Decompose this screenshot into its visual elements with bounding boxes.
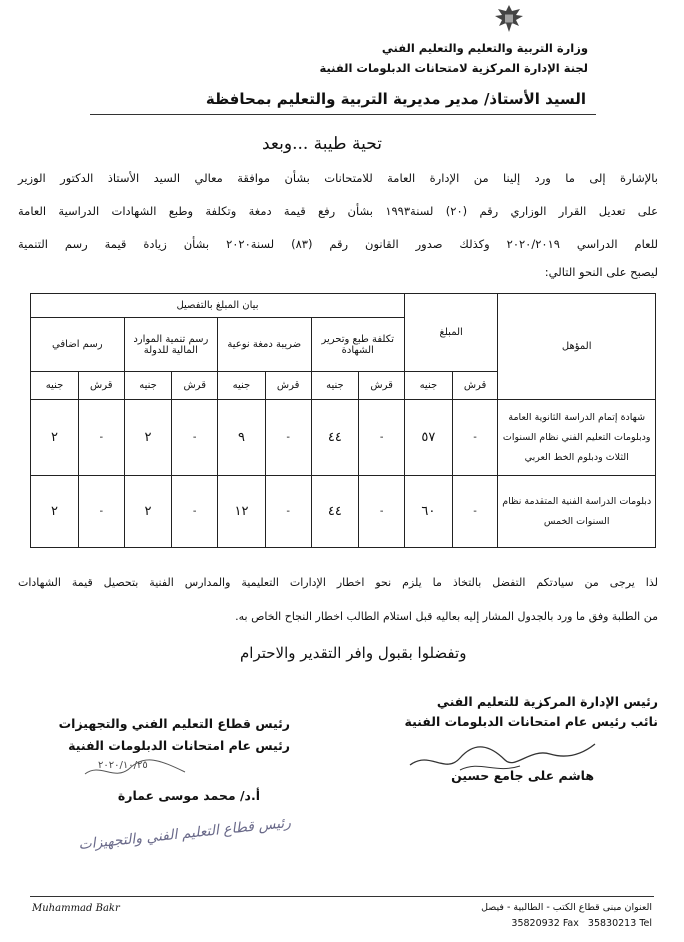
extra-pound: ٢	[31, 400, 79, 476]
unit-pound: جنيه	[404, 372, 452, 400]
right-signatory-name: هاشم على جامع حسين	[451, 768, 594, 783]
unit-piaster: قرش	[452, 372, 498, 400]
table-row	[31, 400, 656, 476]
print-pound: ٤٤	[311, 476, 359, 548]
dev-piaster: -	[172, 476, 218, 548]
unit-piaster: قرش	[78, 372, 124, 400]
header-print-cost: تكلفة طبع وتحرير الشهادة	[311, 318, 404, 372]
dev-pound: ٢	[124, 400, 172, 476]
table-header-row	[31, 294, 656, 318]
tax-piaster: -	[265, 476, 311, 548]
committee-name: لجنة الإدارة المركزية لامتحانات الدبلومات الفنية	[319, 61, 588, 75]
body-line-3: للعام الدراسي ٢٠٢٠/٢٠١٩ وكذلك صدور القانون رقم (٨٣) لسنة٢٠٢٠ بشأن زيادة قيمة رسم التنمية	[18, 237, 659, 251]
unit-piaster: قرش	[265, 372, 311, 400]
unit-pound: جنيه	[31, 372, 79, 400]
body-line-2: على تعديل القرار الوزاري رقم (٢٠) لسنة١٩٩٣ بشأن رفع قيمة دمغة وتكلفة وطبع الشهادات الدراسية العامة	[18, 204, 658, 218]
fees-table	[30, 293, 656, 548]
header-details: بيان المبلغ بالتفصيل	[31, 294, 405, 318]
header-dev-fee: رسم تنمية الموارد المالية للدولة	[124, 318, 217, 372]
closing: وتفضلوا بقبول وافر التقدير والاحترام	[240, 644, 467, 662]
header-amount: المبلغ	[404, 294, 497, 372]
extra-piaster: -	[78, 400, 124, 476]
request-line-2: من الطلبة وفق ما ورد بالجدول المشار إليه بعاليه قبل استلام الطالب اخطار النجاح الخاص به.	[235, 610, 658, 623]
print-pound: ٤٤	[311, 400, 359, 476]
eagle-emblem-icon	[492, 2, 526, 36]
table-row	[31, 476, 656, 548]
divider	[90, 114, 596, 115]
dev-piaster: -	[172, 400, 218, 476]
amount-piaster: -	[452, 476, 498, 548]
tax-pound: ١٢	[218, 476, 266, 548]
left-signatory-title-1: رئيس قطاع التعليم الفني والتجهيزات	[58, 716, 290, 731]
fax-label: Fax	[562, 918, 579, 929]
tel-number: 35830213	[587, 918, 637, 929]
greeting: تحية طيبة ...وبعد	[262, 134, 382, 154]
tel-label: Tel	[639, 918, 652, 929]
body-line-1: بالإشارة إلى ما ورد إلينا من الإدارة العامة للامتحانات بشأن موافقة معالي السيد الأستاذ الدكتور الوزير	[18, 171, 658, 185]
header-extra-fee: رسم اضافي	[31, 318, 125, 372]
left-signatory-name: أ.د/ محمد موسى عمارة	[117, 788, 260, 803]
addressee: السيد الأستاذ/ مدير مديرية التربية والتعليم بمحافظة	[205, 90, 586, 108]
row-qualification: شهادة إتمام الدراسة الثانوية العامة ودبلومات التعليم الفني نظام السنوات الثلاث ودبلوم الخط العربي	[498, 400, 656, 476]
amount-piaster: -	[452, 400, 498, 476]
signature-left	[80, 754, 190, 788]
extra-piaster: -	[78, 476, 124, 548]
unit-pound: جنيه	[311, 372, 359, 400]
row-qualification: دبلومات الدراسة الفنية المتقدمة نظام السنوات الخمس	[498, 476, 656, 548]
unit-piaster: قرش	[359, 372, 405, 400]
body-line-4: ليصبح على النحو التالي:	[544, 265, 658, 279]
footer-contacts	[511, 918, 652, 929]
fax-number: 35820932	[511, 918, 560, 929]
unit-pound: جنيه	[218, 372, 266, 400]
typist-name: Muhammad Bakr	[32, 903, 120, 914]
right-signatory-title-2: نائب رئيس عام امتحانات الدبلومات الفنية	[404, 714, 658, 729]
header-qualification: المؤهل	[498, 294, 656, 400]
extra-pound: ٢	[31, 476, 79, 548]
right-signatory-title-1: رئيس الإدارة المركزية للتعليم الفني	[436, 694, 658, 709]
print-piaster: -	[359, 400, 405, 476]
request-line-1: لذا يرجى من سيادتكم التفضل بالتخاذ ما يلزم نحو اخطار الإدارات التعليمية والمدارس الفنية بتحصيل قيمة الشهادات	[18, 576, 658, 589]
print-piaster: -	[359, 476, 405, 548]
tax-pound: ٩	[218, 400, 266, 476]
handwritten-note: رئيس قطاع التعليم الفني والتجهيزات	[77, 814, 292, 854]
footer-divider	[30, 896, 654, 897]
left-signatory-title-2: رئيس عام امتحانات الدبلومات الفنية	[68, 738, 290, 753]
ministry-name: وزارة التربية والتعليم والتعليم الفني	[381, 41, 588, 55]
unit-piaster: قرش	[172, 372, 218, 400]
amount-pound: ٦٠	[404, 476, 452, 548]
amount-pound: ٥٧	[404, 400, 452, 476]
stamp-date: ٢٠٢٠/١٠/٢٥	[98, 760, 148, 771]
footer-address: العنوان مبنى قطاع الكتب - الطالبية - فيصل	[481, 902, 652, 913]
tax-piaster: -	[265, 400, 311, 476]
header-tax: ضريبة دمغة نوعية	[218, 318, 311, 372]
unit-pound: جنيه	[124, 372, 172, 400]
dev-pound: ٢	[124, 476, 172, 548]
